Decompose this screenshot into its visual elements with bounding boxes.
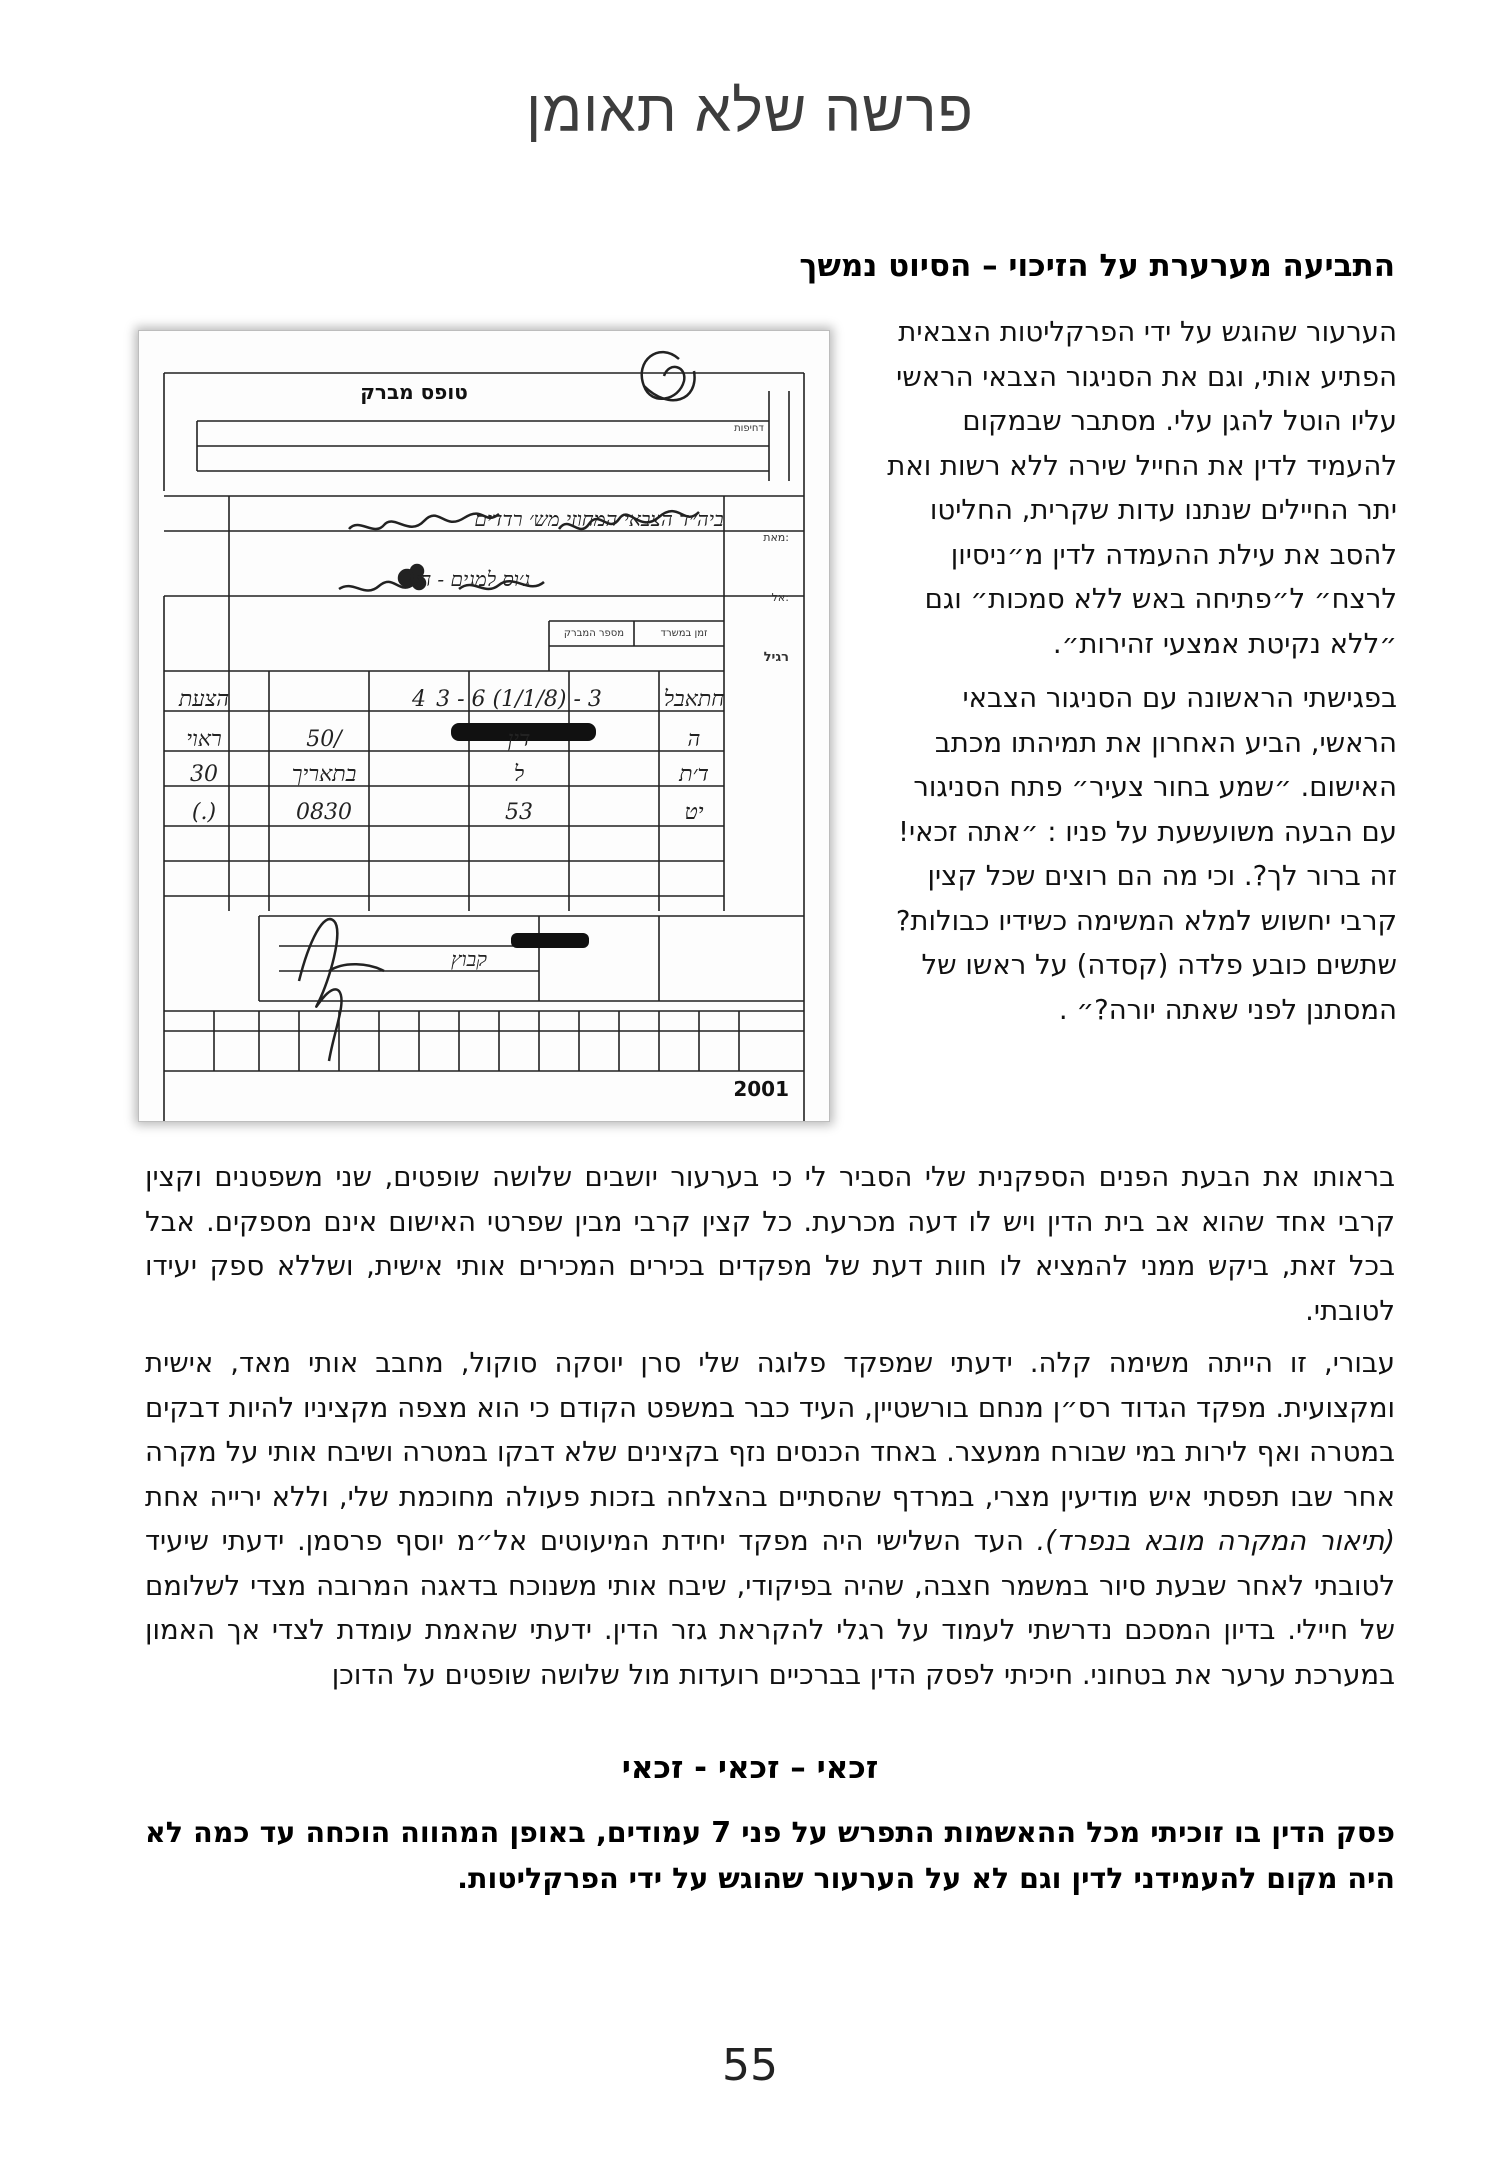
form-cell: הצעת bbox=[178, 687, 230, 712]
form-cell: 50/ bbox=[306, 727, 342, 752]
svg-text:דחיפות: דחיפות bbox=[734, 423, 764, 434]
svg-text:זמן במשרד: זמן במשרד bbox=[660, 628, 708, 639]
section-heading: התביעה מערערת על הזיכוי – הסיוט נמשך bbox=[799, 248, 1395, 284]
form-cell: חתאבל bbox=[663, 687, 725, 712]
telegram-form-image bbox=[138, 330, 830, 1122]
form-handwritten-recipient: ביה״ד הצבאי המחוזי מש׳ רדדים bbox=[474, 507, 724, 531]
form-handwritten-signature: קבוץ bbox=[451, 947, 487, 971]
body-paragraph-2 bbox=[145, 1341, 1395, 1697]
body-paragraph-1: בראותו את הבעת הפנים הספקנית שלי הסביר לי כי בערעור יושבים שלושה שופטים, שני משפטנים וקצין קרבי אחד שהוא אב בית הדין ויש לו דעה מכרעת. כל קצין קרבי מבין שפרטי האישום אינם מספקים. אבל בכל זאת, ביקש ממני להמציא לו חוות דעת של מפקדים בכירים המכירים אותי אישית, ושללא ספק יעידו לטובתי. bbox=[145, 1161, 1395, 1327]
main-body bbox=[145, 1155, 1395, 1705]
form-cell: ל bbox=[513, 762, 525, 787]
page-number: 55 bbox=[722, 2040, 778, 2091]
form-cell: 0830 bbox=[296, 800, 352, 825]
form-cell: (.) bbox=[191, 800, 217, 825]
body-paragraph-2-part-a: עבורי, זו הייתה משימה קלה. ידעתי שמפקד פלוגה שלי סרן יוסקה סוקול, מחבב אותי מאד, אישית ומקצועית. מפקד הגדוד רס״ן מנחם בורשטיין, העיד כבר במשפט הקודם כי הוא מצפה מקציניו להיות דבקים במטרה ואף לירות במי שבורח ממעצר. באחד הכנסים נזף בקצינים שלא דבקו במטרה ושיבח אותי על מקרה אחר שבו תפסתי איש מודיעין מצרי, במרדף שהסתיים בהצלחה בזכות פעולה מחוכמת שלי, וללא ירייה אחת bbox=[145, 1347, 1395, 1513]
case-description-note: (תיאור המקרה מובא בנפרד). bbox=[1036, 1525, 1395, 1557]
body-paragraph-2-part-b: העד השלישי היה מפקד יחידת המיעוטים אל״מ יוסף פרסמן. ידעתי שיעיד לטובתי לאחר שבעת סיור במשמר חצבה, שהיה בפיקודי, שיבח אותי משנוכח בדאגה המרובה מצדי לשלומם של חיילי. בדיון המסכם נדרשתי לעמוד על רגלי להקראת גזר הדין. ידעתי שהאמת עומדת לצדי אך האמון במערכת ערער את בטחוני. חיכיתי לפסק הדין בברכיים רועדות מול שלושה שופטים על הדוכן bbox=[145, 1525, 1395, 1691]
form-cell: 30 bbox=[190, 762, 218, 787]
svg-text:מספר המברק: מספר המברק bbox=[563, 628, 625, 639]
form-cell: ה bbox=[687, 727, 701, 752]
intro-paragraph-1: הערעור שהוגש על ידי הפרקליטות הצבאית הפתיע אותי, וגם את הסניגור הצבאי הראשי עליו הוטל להגן עלי. מסתבר שבמקום להעמיד לדין את החייל שירה ללא רשות ואת יתר החיילים שנתנו עדות שקרית, החליטו להסב את עילת ההעמדה לדין מ״ניסיון לרצח״ ל״פתיחה באש ללא סמכות״ וגם ״ללא נקיטת אמצעי זהירות״. bbox=[887, 316, 1397, 660]
form-cell: דין bbox=[507, 727, 531, 752]
page-title: פרשה שלא תאומן bbox=[526, 79, 974, 144]
verdict-heading: זכאי – זכאי - זכאי bbox=[621, 1750, 879, 1786]
ruling-paragraph: פסק הדין בו זוכיתי מכל ההאשמות התפרש על פני 7 עמודים, באופן המהווה הוכחה עד כמה לא היה מקום להעמידני לדין וגם לא על הערעור שהוגש על ידי הפרקליטות. bbox=[145, 1816, 1395, 1895]
form-cell: 3 - 6 (1/1/8) - 3 bbox=[436, 687, 602, 712]
form-cell: ראוי bbox=[186, 727, 222, 752]
form-title: טופס מברק bbox=[360, 380, 468, 404]
svg-text:רגיל: רגיל bbox=[763, 650, 789, 665]
intro-paragraph-2: בפגישתי הראשונה עם הסניגור הצבאי הראשי, הביע האחרון את תמיהתו מכתב האישום. ״שמע בחור צעיר״ פתח הסניגור עם הבעה משועשעת על פניו : ״אתה זכאי! זה ברור לך?. וכי מה הם רוצים שכל קצין קרבי יחשוש למלא המשימה כשידיו כבולות? שתשים כובע פלדה (קסדה) על ראשו של המסתנן לפני שאתה יורה?״ . bbox=[895, 682, 1397, 1026]
form-number: 2001 bbox=[733, 1077, 789, 1101]
form-cell: בתאריך bbox=[291, 762, 357, 787]
form-cell: ד׳ת bbox=[679, 762, 709, 787]
form-cell: 4 bbox=[412, 687, 426, 712]
form-cell: יט bbox=[684, 800, 704, 825]
form-handwritten-address: ג׳וס למגים - חס bbox=[407, 567, 531, 591]
intro-column bbox=[872, 310, 1397, 1042]
svg-text:אל:: אל: bbox=[771, 591, 789, 604]
svg-text:מאת:: מאת: bbox=[763, 531, 789, 544]
form-cell: 53 bbox=[505, 800, 533, 825]
